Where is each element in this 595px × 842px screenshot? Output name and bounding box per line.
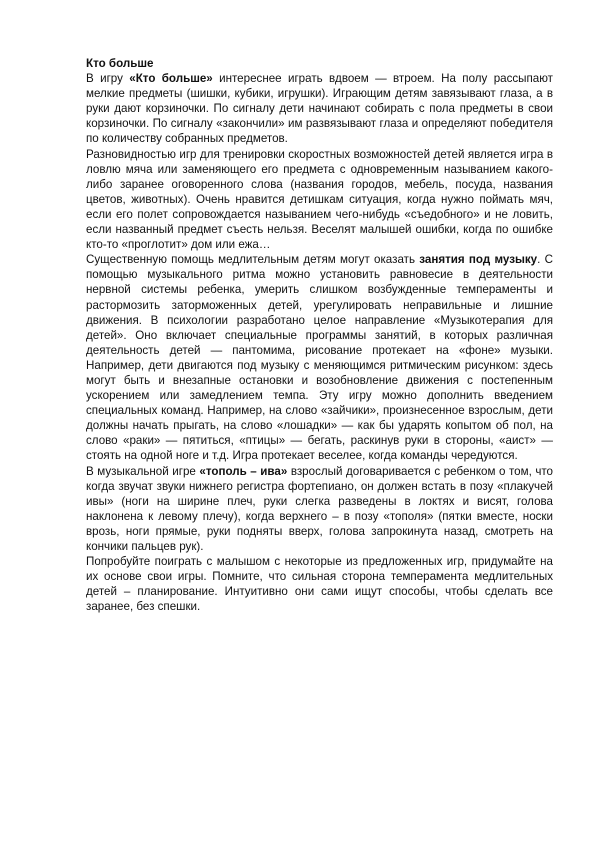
text-segment: . С помощью музыкального ритма можно установить равновесие в деятельности нервной системы ребенка, умерить слишком возбужденные темпераменты и растормозить заторможенных детей, урегулировать неправильные и лишние движения. В психологии разработано целое направление «Музыкотерапия для детей». Оно включает специальные программы занятий, в которых различная деятельность детей — пантомима, рисование протекает на «фоне» музыки. Например, дети двигаются под музыку с меняющимся ритмическим рисунком: здесь могут быть и внезапные остановки и возобновление движения с постепенным ускорением или замедлением темпа. Эту игру можно дополнить введением специальных команд. Например, на слово «зайчики», произнесенное взрослым, дети должны начать прыгать, на слово «лошадки» — как бы ударять копытом об пол, на слово «раки» — пятиться, «птицы» — бегать, раскинув руки в стороны, «аист» — стоять на одной ноге и т.д. Игра протекает веселее, когда команды чередуются. <box>86 253 553 463</box>
music-lessons-term: занятия под музыку <box>419 253 538 267</box>
text-segment: взрослый договаривается с ребенком о том, что когда звучат звуки нижнего регистра фортепиано, он должен встать в позу «плакучей ивы» (ноги на ширине плеч, руки слегка разведены в локтях и висят, голова наклонена к левому плечу), когда верхнего – в позу «тополя» (пятки вместе, носки врозь, ноги прямые, руки подняты вверх, голова запрокинута назад, смотреть на кончики пальцев рук). <box>86 464 554 553</box>
game-name-topol-iva: «тополь – ива» <box>199 464 288 478</box>
text-segment: Существенную помощь медлительным детям могут оказать <box>86 253 420 267</box>
game-name-kto-bolshe: «Кто больше» <box>129 72 213 86</box>
paragraph-ball-game <box>86 147 553 253</box>
text-segment: Попробуйте поиграть с малышом с некоторые из предложенных игр, придумайте на их основе свои игры. Помните, что сильная сторона темперамента медлительных детей – планирование. Интуитивно они сами ищут способы, чтобы сделать все заранее, без спешки. <box>86 555 553 614</box>
document-title: Кто больше <box>86 57 154 70</box>
text-segment: Разновидностью игр для тренировки скоростных возможностей детей является игра в ловлю мяча или заменяющего его предмета с одновременным называнием какого-либо заранее оговоренного слова (названия городов, мебель, посуда, названия цветов, животных). Очень нравится детишкам ситуация, когда нужно поймать мяч, если его полет сопровождается называнием чего-нибудь «съедобного» и не ловить, если названный предмет съесть нельзя. Веселят малышей ошибки, когда по ошибке кто-то «проглотит» дом или ежа… <box>86 147 553 252</box>
text-segment: В игру <box>86 72 130 86</box>
paragraph-conclusion <box>86 554 553 614</box>
text-segment: В музыкальной игре <box>86 464 200 478</box>
paragraph-music-lessons <box>86 252 553 463</box>
paragraph-kto-bolshe <box>86 71 553 146</box>
document-page <box>86 56 553 614</box>
text-segment: интереснее играть вдвоем — втроем. На полу рассыпают мелкие предметы (шишки, кубики, игрушки). Играющим детям завязывают глаза, а в руки дают корзиночки. По сигналу дети начинают собирать с пола предметы в свои корзиночки. По сигналу «закончили» им развязывают глаза и определяют победителя по количеству собранных предметов. <box>86 72 553 146</box>
paragraph-topol-iva <box>86 464 553 555</box>
